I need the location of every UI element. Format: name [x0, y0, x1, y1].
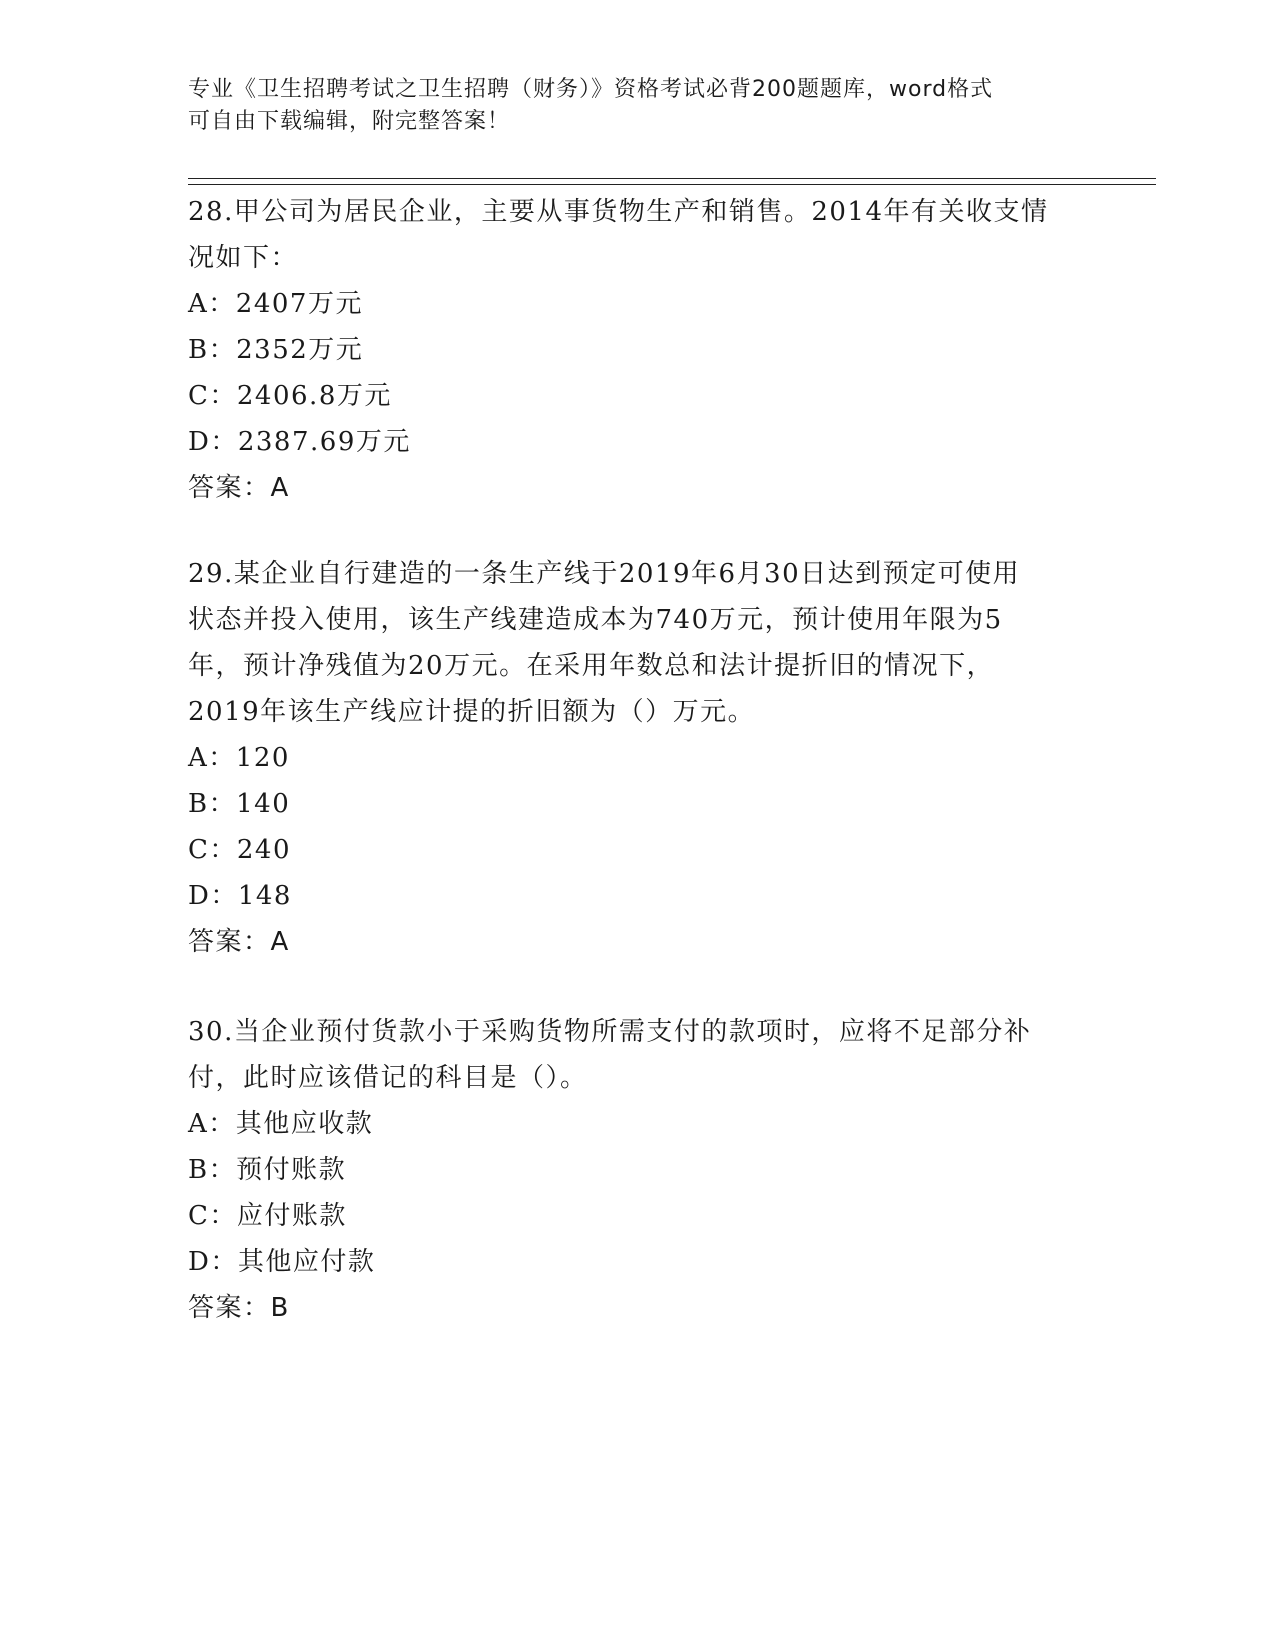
- header-divider-bottom: [188, 184, 1156, 185]
- option-c: C：2406.8万元: [188, 381, 392, 411]
- question-text-line: 年，预计净残值为20万元。在采用年数总和法计提折旧的情况下，: [188, 651, 995, 681]
- question-text-line: 30.当企业预付货款小于采购货物所需支付的款项时，应将不足部分补: [188, 1017, 1032, 1047]
- question-text-line: 状态并投入使用，该生产线建造成本为740万元，预计使用年限为5: [188, 605, 1003, 635]
- option-b: B：预付账款: [188, 1155, 347, 1185]
- option-a: A：其他应收款: [188, 1109, 374, 1139]
- question-text-line: 2019年该生产线应计提的折旧额为（）万元。: [188, 697, 756, 727]
- option-b: B：2352万元: [188, 335, 364, 365]
- option-c: C：240: [188, 835, 292, 865]
- question-29: [188, 551, 1088, 965]
- question-30: [188, 1009, 1088, 1331]
- option-b: B：140: [188, 789, 291, 819]
- answer: 答案：A: [188, 473, 290, 503]
- option-a: A：120: [188, 743, 290, 773]
- question-text-line: 29.某企业自行建造的一条生产线于2019年6月30日达到预定可使用: [188, 559, 1021, 589]
- option-d: D：148: [188, 881, 292, 911]
- question-text-line: 况如下：: [188, 243, 299, 273]
- answer: 答案：A: [188, 927, 290, 957]
- header-line-1: 专业《卫生招聘考试之卫生招聘（财务）》资格考试必背200题题库，word格式: [188, 77, 994, 102]
- question-text-line: 付，此时应该借记的科目是（）。: [188, 1063, 588, 1093]
- option-c: C：应付账款: [188, 1201, 347, 1231]
- option-d: D：2387.69万元: [188, 427, 411, 457]
- question-text-line: 28.甲公司为居民企业，主要从事货物生产和销售。2014年有关收支情: [188, 197, 1049, 227]
- header-line-2: 可自由下载编辑，附完整答案！: [188, 109, 511, 134]
- header-divider-top: [188, 178, 1156, 179]
- answer: 答案：B: [188, 1293, 290, 1323]
- option-d: D：其他应付款: [188, 1247, 376, 1277]
- option-a: A：2407万元: [188, 289, 363, 319]
- document-header: [188, 74, 1088, 138]
- question-28: [188, 189, 1088, 511]
